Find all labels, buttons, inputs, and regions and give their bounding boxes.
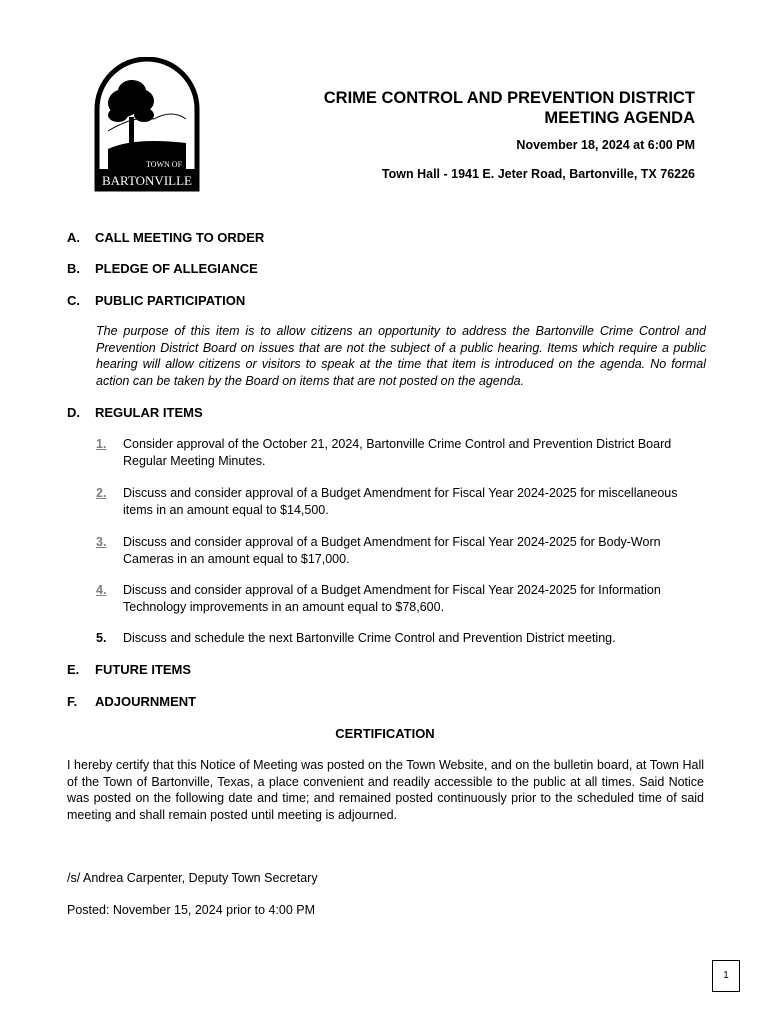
section-letter: B. (67, 261, 80, 276)
logo-line2: BARTONVILLE (102, 173, 192, 188)
item-text: Discuss and consider approval of a Budget Amendment for Fiscal Year 2024-2025 for Body-Worn Cameras in an amount equal to $17,000. (123, 535, 661, 566)
section-letter: D. (67, 405, 80, 420)
section-b (67, 261, 258, 276)
section-e (67, 662, 191, 677)
item-text: Discuss and consider approval of a Budget Amendment for Fiscal Year 2024-2025 for Information Technology improvements in an amount equal to $78,600. (123, 583, 661, 614)
title-line2: MEETING AGENDA (544, 109, 695, 127)
item-2-link[interactable]: 2. (96, 486, 107, 500)
section-letter: E. (67, 662, 80, 677)
section-c (67, 293, 245, 308)
item-text: Consider approval of the October 21, 2024, Bartonville Crime Control and Prevention District Board Regular Meeting Minutes. (123, 437, 672, 468)
public-participation-text: The purpose of this item is to allow citizens an opportunity to address the Bartonville Crime Control and Prevention District Board on issues that are not the subject of a public hearing. Items which require a public hearing will allow citizens or visitors to speak at the time that item is introduced on the agenda. No formal action can be taken by the Board on items that are not posted on the agenda. (96, 324, 706, 388)
section-d (67, 405, 203, 420)
item-number: 5. (96, 631, 107, 645)
section-label: ADJOURNMENT (95, 694, 197, 709)
agenda-item-3 (96, 534, 696, 567)
item-3-link[interactable]: 3. (96, 535, 107, 549)
section-label: PUBLIC PARTICIPATION (95, 293, 246, 308)
section-label: PLEDGE OF ALLEGIANCE (95, 261, 258, 276)
posted-date: Posted: November 15, 2024 prior to 4:00 PM (67, 903, 316, 917)
section-letter: A. (67, 230, 80, 245)
logo-line1: TOWN OF (145, 160, 183, 169)
page-number: 1 (712, 960, 740, 992)
section-a (67, 230, 264, 245)
agenda-item-1 (96, 436, 696, 469)
item-text: Discuss and consider approval of a Budget Amendment for Fiscal Year 2024-2025 for miscellaneous items in an amount equal to $14,500. (123, 486, 678, 517)
section-label: REGULAR ITEMS (95, 405, 203, 420)
section-letter: F. (67, 694, 78, 709)
section-letter: C. (67, 293, 80, 308)
certification-heading: CERTIFICATION (335, 726, 435, 741)
item-text: Discuss and schedule the next Bartonville Crime Control and Prevention District meeting. (123, 631, 616, 645)
section-label: FUTURE ITEMS (95, 662, 192, 677)
certification-text: I hereby certify that this Notice of Meeting was posted on the Town Website, and on the bulletin board, at Town Hall of the Town of Bartonville, Texas, a place convenient and readily accessible to the public at all times. Said Notice was posted on the following date and time; and remained posted continuously prior to the scheduled time of said meeting and shall remain posted until meeting is adjourned. (67, 758, 704, 822)
agenda-title (324, 88, 695, 128)
item-4-link[interactable]: 4. (96, 583, 107, 597)
agenda-item-2 (96, 485, 696, 518)
section-f (67, 694, 196, 709)
agenda-item-5 (96, 630, 696, 647)
meeting-date: November 18, 2024 at 6:00 PM (516, 138, 695, 152)
section-label: CALL MEETING TO ORDER (95, 230, 265, 245)
town-logo (94, 57, 200, 192)
signature: /s/ Andrea Carpenter, Deputy Town Secretary (67, 871, 318, 885)
meeting-location: Town Hall - 1941 E. Jeter Road, Bartonville, TX 76226 (381, 167, 695, 181)
title-line1: CRIME CONTROL AND PREVENTION DISTRICT (323, 89, 695, 107)
item-1-link[interactable]: 1. (96, 437, 107, 451)
agenda-item-4 (96, 582, 696, 615)
